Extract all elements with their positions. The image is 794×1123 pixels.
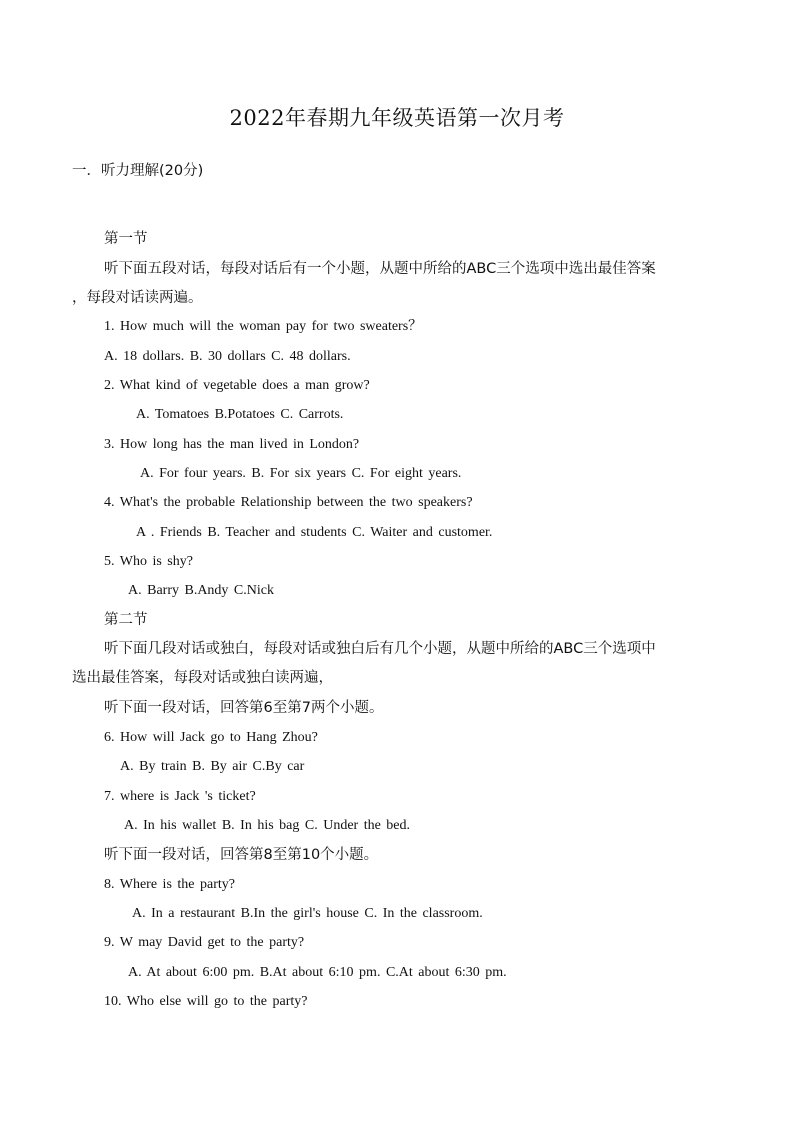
question-9: 9. W may David get to the party? [104, 935, 305, 950]
question-8-options: A. In a restaurant B.In the girl's house C. In the classroom. [132, 906, 483, 921]
question-2: 2. What kind of vegetable does a man grow? [104, 378, 370, 393]
group1-instruction: 听下面一段对话，回答第6至第7两个小题。 [104, 700, 384, 716]
group2-instruction: 听下面一段对话，回答第8至第10个小题。 [104, 847, 379, 863]
part1-instruction-line1: 听下面五段对话，每段对话后有一个小题，从题中所给的ABC三个选项中选出最佳答案 [104, 261, 656, 277]
question-4-options: A . Friends B. Teacher and students C. Waiter and customer. [136, 525, 493, 540]
question-8: 8. Where is the party? [104, 877, 235, 892]
question-3-options: A. For four years. B. For six years C. For eight years. [140, 466, 462, 481]
question-10: 10. Who else will go to the party? [104, 994, 308, 1009]
question-1: 1. How much will the woman pay for two sweaters？ [104, 319, 423, 334]
question-2-options: A. Tomatoes B.Potatoes C. Carrots. [136, 407, 344, 422]
question-5-options: A. Barry B.Andy C.Nick [128, 583, 274, 598]
question-6: 6. How will Jack go to Hang Zhou? [104, 730, 318, 745]
question-6-options: A. By train B. By air C.By car [120, 759, 305, 774]
question-9-options: A. At about 6:00 pm. B.At about 6:10 pm. C.At about 6:30 pm. [128, 965, 507, 980]
question-5: 5. Who is shy? [104, 554, 193, 569]
part1-instruction-line2: ，每段对话读两遍。 [72, 290, 203, 306]
section-heading-listening: 一．听力理解(20分) [72, 163, 204, 179]
part2-instruction-line2: 选出最佳答案，每段对话或独白读两遍， [72, 670, 333, 686]
question-7-options: A. In his wallet B. In his bag C. Under the bed. [124, 818, 411, 833]
part2-instruction-line1: 听下面几段对话或独白，每段对话或独白后有几个小题，从题中所给的ABC三个选项中 [104, 641, 656, 657]
question-4: 4. What's the probable Relationship between the two speakers? [104, 495, 473, 510]
question-7: 7. where is Jack 's ticket? [104, 789, 256, 804]
exam-title: 2022年春期九年级英语第一次月考 [229, 106, 565, 130]
question-1-options: A. 18 dollars. B. 30 dollars C. 48 dollars. [104, 349, 351, 364]
question-3: 3. How long has the man lived in London? [104, 437, 360, 452]
part1-heading: 第一节 [104, 231, 148, 247]
part2-heading: 第二节 [104, 612, 148, 628]
